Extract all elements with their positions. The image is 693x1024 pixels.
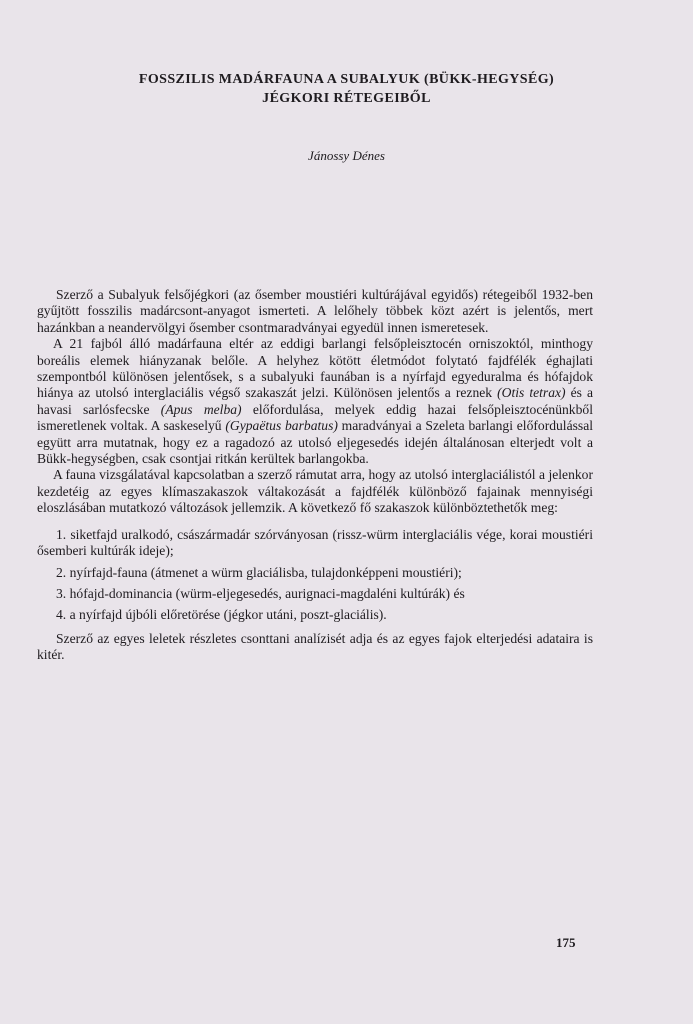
period-list (37, 527, 593, 624)
list-item-number: 2. (56, 564, 67, 580)
abstract-body (37, 287, 593, 664)
list-item (37, 586, 593, 602)
paragraph-2-part-3: előfordulása, melyek eddig hazai felsőpleisztocénünkből ismeretlenek voltak. A saskeselyű (37, 401, 593, 434)
list-item-text: nyírfajd-fauna (átmenet a würm glaciálisba, tulajdonképpeni moustiéri); (69, 564, 462, 580)
article-title (40, 70, 653, 108)
summary-paragraph: Szerző az egyes leletek részletes csonttani analízisét adja és az egyes fajok elterjedési adataira is kitér. (37, 630, 593, 663)
paragraph-2-part-1: A 21 fajból álló madárfauna eltér az eddigi barlangi felsőpleisztocén orniszoktól, minthogy boreális elemek hiányzanak belőle. A helyhez kötött életmódot folytató fajdfélék éghajlati szempontból különösen jelentősek, s a subalyuki faunában is a nyírfajd egyeduralma és hófajdok hiánya az utolsó interglaciális végső szakaszát jelzi. Különösen jelentős a reznek (37, 336, 593, 401)
species-gypaetus-barbatus: (Gypaëtus barbatus) (225, 418, 338, 434)
paragraph-2 (37, 336, 593, 467)
list-item-text: a nyírfajd újbóli előretörése (jégkor utáni, poszt-glaciális). (69, 607, 387, 623)
species-apus-melba: (Apus melba) (160, 401, 242, 417)
article-title-line-2: JÉGKORI RÉTEGEIBŐL (262, 91, 431, 106)
paragraph-3: A fauna vizsgálatával kapcsolatban a szerző rámutat arra, hogy az utolsó interglaciálistól a jelenkor kezdetéig az egyes klímaszakaszok váltakozását a fajdfélék különböző fajainak mennyiségi eloszlásában mutatkozó változások jellemzik. A következő fő szakaszok különböztethetők meg: (37, 467, 593, 516)
list-item-number: 1. (56, 526, 67, 542)
paragraph-2-part-2: és a havasi sarlósfecske (37, 385, 594, 417)
list-item-number: 4. (56, 607, 67, 623)
author-name: Jánossy Dénes (308, 148, 385, 163)
list-item (37, 607, 593, 623)
list-item-text: siketfajd uralkodó, császármadár szórványosan (rissz-würm interglaciális vége, korai moustiéri ősemberi kultúrák ideje); (37, 526, 593, 559)
paragraph-1: Szerző a Subalyuk felsőjégkori (az ősember moustiéri kultúrájával egyidős) rétegeiből 1932-ben gyűjtött fosszilis madárcsont-anyagot ismerteti. A lelőhely többek közt azért is jelentős, mert hazánkban a neandervölgyi ősember csontmaradványai egyedül innen ismeretesek. (37, 287, 593, 335)
list-item (37, 527, 593, 560)
list-item (37, 565, 593, 581)
list-item-number: 3. (56, 585, 67, 601)
species-otis-tetrax: (Otis tetrax) (497, 385, 566, 401)
paragraph-2-part-4: maradványai a Szeleta barlangi előfordulással együtt arra mutatnak, hogy ez a ragadozó az utolsó eljegesedés idején általánosan elterjedt volt a Bükk-hegységben, csak csontjai ritkán kerültek barlangokba. (37, 418, 594, 467)
article-title-line-1: FOSSZILIS MADÁRFAUNA A SUBALYUK (BÜKK-HEGYSÉG) (138, 72, 555, 87)
page-number: 175 (556, 935, 576, 950)
list-item-text: hófajd-dominancia (würm-eljegesedés, aurignaci-magdaléni kultúrák) és (69, 585, 465, 601)
